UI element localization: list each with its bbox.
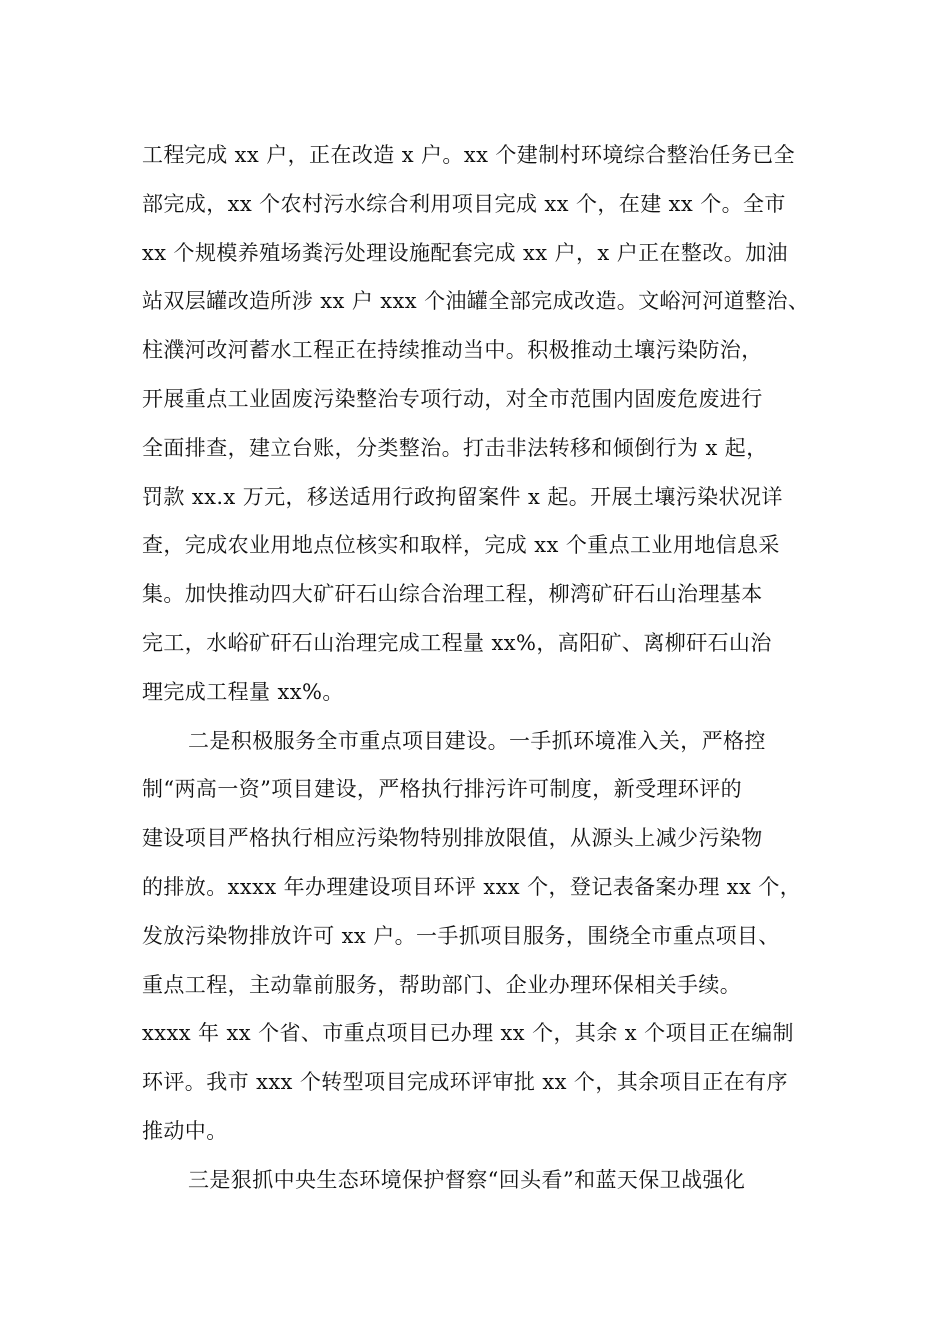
paragraph-2 — [142, 717, 814, 1156]
text-line: xx 个规模养殖场粪污处理设施配套完成 xx 户，x 户正在整改。加油 — [142, 240, 788, 265]
text-line: 罚款 xx.x 万元，移送适用行政拘留案件 x 起。开展土壤污染状况详 — [142, 484, 783, 509]
text-line: 查，完成农业用地点位核实和取样，完成 xx 个重点工业用地信息采 — [142, 533, 780, 558]
text-line: 集。加快推动四大矿矸石山综合治理工程，柳湾矿矸石山治理基本 — [142, 582, 763, 607]
text-line: xxxx 年 xx 个省、市重点项目已办理 xx 个，其余 x 个项目正在编制 — [142, 1021, 794, 1046]
text-line: 站双层罐改造所涉 xx 户 xxx 个油罐全部完成改造。文峪河河道整治、 — [142, 289, 810, 314]
text-line: 全面排查，建立台账，分类整治。打击非法转移和倾倒行为 x 起， — [142, 435, 768, 460]
paragraph-3 — [142, 1156, 814, 1205]
text-line: 完工，水峪矿矸石山治理完成工程量 xx%，高阳矿、离柳矸石山治 — [142, 630, 772, 655]
text-line: 部完成，xx 个农村污水综合利用项目完成 xx 个，在建 xx 个。全市 — [142, 191, 786, 216]
text-line: 三是狠抓中央生态环境保护督察“回头看”和蓝天保卫战强化 — [188, 1167, 746, 1192]
text-line: 二是积极服务全市重点项目建设。一手抓环境准入关，严格控 — [188, 728, 766, 753]
text-line: 制“两高一资”项目建设，严格执行排污许可制度，新受理环评的 — [142, 777, 743, 802]
text-line: 理完成工程量 xx%。 — [142, 679, 344, 704]
body-text — [142, 131, 814, 1205]
text-line: 推动中。 — [142, 1118, 228, 1143]
text-line: 重点工程，主动靠前服务，帮助部门、企业办理环保相关手续。 — [142, 972, 742, 997]
text-line: 的排放。xxxx 年办理建设项目环评 xxx 个，登记表备案办理 xx 个， — [142, 874, 802, 899]
text-line: 环评。我市 xxx 个转型项目完成环评审批 xx 个，其余项目正在有序 — [142, 1070, 788, 1095]
text-line: 工程完成 xx 户，正在改造 x 户。xx 个建制村环境综合整治任务已全 — [142, 143, 795, 167]
text-line: 建设项目严格执行相应污染物特别排放限值，从源头上减少污染物 — [142, 826, 763, 851]
paragraph-1 — [142, 131, 814, 717]
text-line: 发放污染物排放许可 xx 户。一手抓项目服务，围绕全市重点项目、 — [142, 923, 780, 948]
text-line: 开展重点工业固废污染整治专项行动，对全市范围内固废危废进行 — [142, 386, 763, 411]
text-line: 柱濮河改河蓄水工程正在持续推动当中。积极推动土壤污染防治， — [142, 338, 763, 363]
